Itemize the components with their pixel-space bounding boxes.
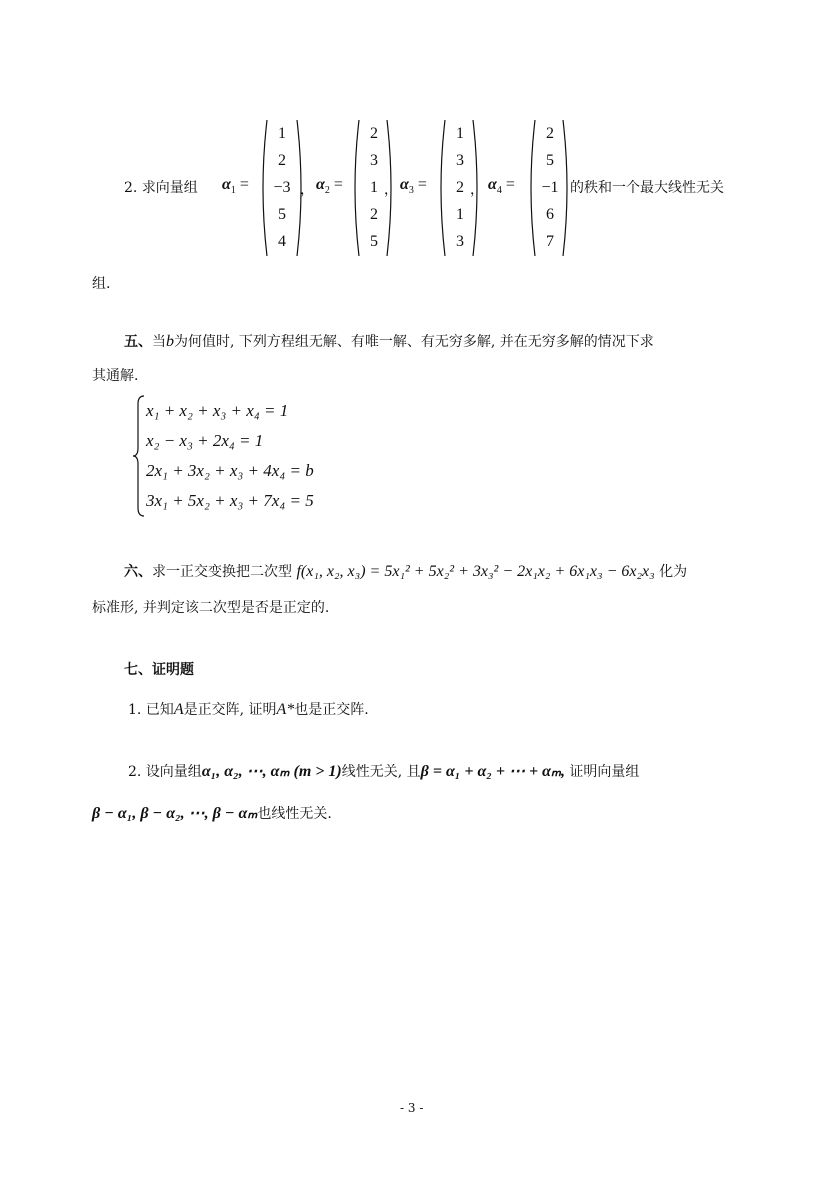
q6-formula: f(x₁, x₂, x₃) = 5x₁² + 5x₂² + 3x₃² − 2x₁x₂ + 6x₁x₃ − 6x₂x₃ xyxy=(296,563,655,580)
q5-line2: 其通解. xyxy=(92,368,139,384)
equation-1: x₁ + x₂ + x₃ + x₄ = 1 xyxy=(146,401,289,420)
q4-2-prefix xyxy=(124,178,198,198)
q6-line2: 标准形, 并判定该二次型是否是正定的. xyxy=(92,600,330,616)
q4-2-prefix-text: 求向量组 xyxy=(141,180,198,196)
alpha4-label: $\alpha_4$ = xyxy=(488,176,515,197)
q5-heading: 五、 xyxy=(124,334,152,350)
equation-3: 2x₁ + 3x₂ + x₃ + 4x₄ = b xyxy=(146,461,314,480)
vector-alpha1-values: 1 2 −3 5 4 xyxy=(273,125,291,250)
q4-2-continuation: 组. xyxy=(92,276,111,292)
q5-var-b: b xyxy=(166,333,174,350)
q7-p2-line2-set: β − α₁, β − α₂, ⋯, β − αₘ xyxy=(92,805,258,822)
q7-p1: 1. 已知A是正交阵, 证明A*也是正交阵. xyxy=(128,701,369,718)
q4-2-number: 2. xyxy=(124,180,138,196)
alpha3-label: $\alpha_3$ = xyxy=(400,176,427,197)
q5-line1: 五、当b为何值时, 下列方程组无解、有唯一解、有无穷多解, 并在无穷多解的情况下求 xyxy=(124,333,654,350)
q7-p2-line2: β − α₁, β − α₂, ⋯, β − αₘ也线性无关. xyxy=(92,805,332,822)
alpha2-label: $\alpha_2$ = xyxy=(316,176,343,197)
vector-alpha2-values: 2 3 1 2 5 xyxy=(370,125,378,250)
q6-heading: 六、 xyxy=(124,564,152,580)
q7-p2-line1: 2. 设向量组α₁, α₂, ⋯, αₘ (m > 1)线性无关, 且β = α₁ + α₂ + ⋯ + αₘ, 证明向量组 xyxy=(128,763,640,780)
page-number: - 3 - xyxy=(400,1101,424,1115)
q7-heading: 七、证明题 xyxy=(124,662,194,678)
q6-line1: 六、求一正交变换把二次型 f(x₁, x₂, x₃) = 5x₁² + 5x₂² + 3x₃² − 2x₁x₂ + 6x₁x₃ − 6x₂x₃ 化为 xyxy=(124,563,688,580)
vector-alpha4-values: 2 5 −1 6 7 xyxy=(541,125,559,250)
vector-alpha3-values: 1 3 2 1 3 xyxy=(456,125,464,250)
q7-p2-set: α₁, α₂, ⋯, αₘ (m > 1) xyxy=(201,763,342,780)
vector-alpha1 xyxy=(258,118,306,258)
system-brace xyxy=(132,394,146,518)
q7-p2-beta: β = α₁ + α₂ + ⋯ + αₘ, xyxy=(420,763,565,780)
equation-system xyxy=(146,396,314,516)
q4-2-suffix: 的秩和一个最大线性无关 xyxy=(570,180,724,196)
equation-4: 3x₁ + 5x₂ + x₃ + 7x₄ = 5 xyxy=(146,491,314,510)
alpha1-label: $\alpha_1$ = xyxy=(222,176,249,197)
vector-alpha4 xyxy=(526,118,574,258)
equation-2: x₂ − x₃ + 2x₄ = 1 xyxy=(146,431,264,450)
